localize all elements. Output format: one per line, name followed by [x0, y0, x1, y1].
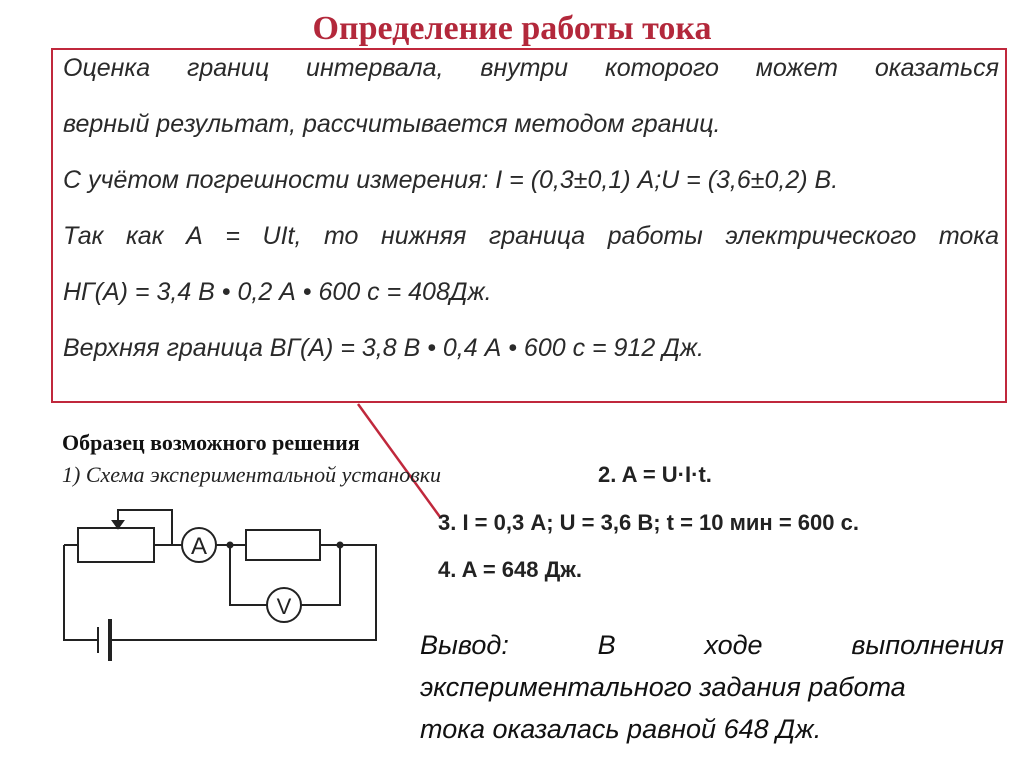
- box-line-6: Верхняя граница ВГ(А) = 3,8 В • 0,4 А • 600 с = 912 Дж.: [63, 334, 704, 362]
- sample-heading: Образец возможного решения: [62, 430, 360, 455]
- conclusion-line-1: [420, 630, 1004, 661]
- step-4: 4. A = 648 Дж.: [438, 557, 582, 582]
- conclusion-word-3: ходе: [704, 630, 763, 660]
- circuit-diagram: [50, 495, 390, 670]
- box-line-3: С учётом погрешности измерения: I = (0,3±0,1) А;U = (3,6±0,2) В.: [63, 166, 839, 194]
- step-3: 3. I = 0,3 А; U = 3,6 В; t = 10 мин = 600 с.: [438, 510, 859, 535]
- rheostat-slider-arrow: [113, 521, 123, 528]
- voltmeter-label: V: [276, 594, 292, 619]
- junction-left: [227, 542, 234, 549]
- box-line-1: Оценка границ интервала, внутри которого может оказаться: [63, 54, 999, 82]
- conclusion-word-2: В: [597, 630, 616, 660]
- junction-right: [337, 542, 344, 549]
- conclusion-line-3: тока оказалась равной 648 Дж.: [420, 714, 822, 744]
- conclusion-word-4: выполнения: [851, 630, 1004, 660]
- wire-voltmeter-left: [230, 545, 267, 605]
- resistor-body: [246, 530, 320, 560]
- rheostat-body: [78, 528, 154, 562]
- step-2: 2. A = U·I·t.: [598, 462, 712, 487]
- wire-left: [64, 545, 98, 640]
- box-line-5: НГ(А) = 3,4 В • 0,2 А • 600 с = 408Дж.: [63, 278, 492, 306]
- ammeter-label: A: [190, 533, 208, 560]
- page-title: Определение работы тока: [312, 10, 712, 47]
- sample-subheading: 1) Схема экспериментальной установки: [62, 462, 442, 487]
- box-line-2: верный результат, рассчитывается методом границ.: [63, 110, 721, 138]
- conclusion-line-2: экспериментального задания работа: [420, 672, 906, 702]
- conclusion-word-1: Вывод:: [420, 630, 509, 660]
- box-line-4: Так как А = UIt, то нижняя граница работы электрического тока: [63, 222, 999, 250]
